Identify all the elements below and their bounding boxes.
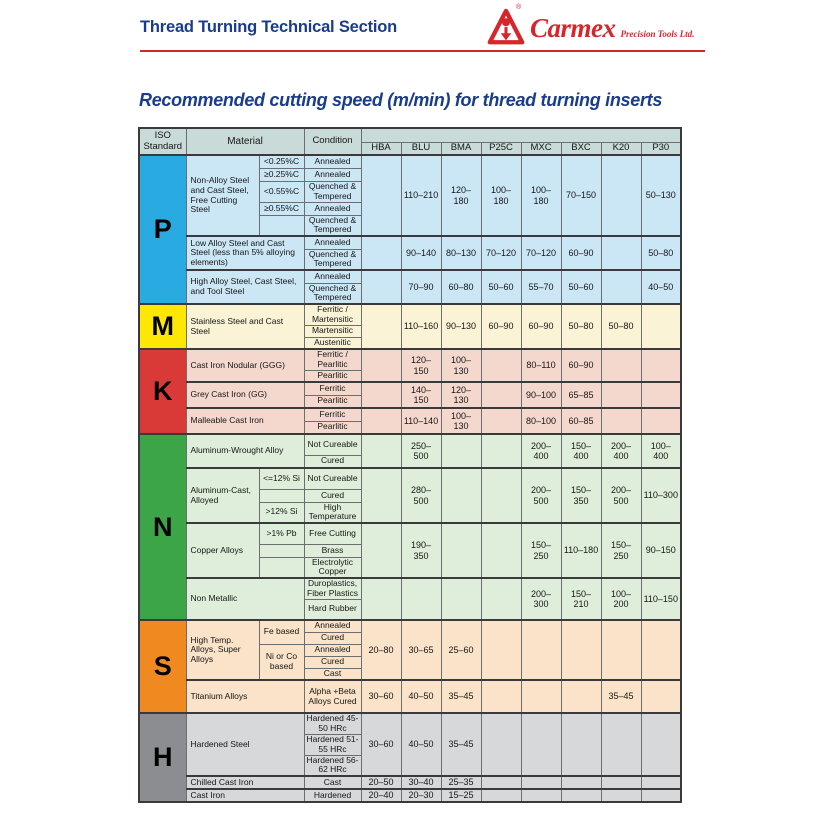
value-bxc: 110–180 bbox=[561, 523, 601, 578]
cond-cell: Annealed bbox=[304, 168, 361, 181]
value-k20: 200–400 bbox=[601, 434, 641, 468]
value-mxc: 80–110 bbox=[521, 349, 561, 382]
value-bma bbox=[441, 434, 481, 468]
value-mxc: 200–500 bbox=[521, 468, 561, 523]
cond-cell: Martensitic bbox=[304, 325, 361, 337]
registered-mark: ® bbox=[516, 4, 522, 11]
cond-cell: Ferritic / Martensitic bbox=[304, 304, 361, 325]
sub-cell: <=12% Si bbox=[259, 468, 304, 489]
mat-cell: Grey Cast Iron (GG) bbox=[186, 382, 304, 408]
mat-cell: Chilled Cast Iron bbox=[186, 776, 304, 789]
sub-cell: >1% Pb bbox=[259, 523, 304, 544]
value-p25c bbox=[481, 680, 521, 713]
value-p30 bbox=[641, 349, 681, 382]
value-p25c bbox=[481, 382, 521, 408]
iso-letter-s: S bbox=[139, 620, 186, 713]
value-hba bbox=[361, 270, 401, 304]
value-hba: 20–80 bbox=[361, 620, 401, 680]
value-p25c: 50–60 bbox=[481, 270, 521, 304]
cond-cell: Annealed bbox=[304, 202, 361, 215]
value-bxc: 60–85 bbox=[561, 408, 601, 434]
cutting-speed-table-wrap bbox=[138, 127, 682, 803]
cond-cell: Brass bbox=[304, 544, 361, 557]
mat-cell: Low Alloy Steel and Cast Steel (less than 5% alloying elements) bbox=[186, 236, 304, 270]
cond-cell: Cured bbox=[304, 632, 361, 644]
value-p30 bbox=[641, 680, 681, 713]
cond-cell: Not Cureable bbox=[304, 434, 361, 455]
value-bxc: 70–150 bbox=[561, 155, 601, 236]
cond-cell: Free Cutting bbox=[304, 523, 361, 544]
value-p25c bbox=[481, 578, 521, 620]
carmex-logo bbox=[486, 8, 694, 48]
value-k20 bbox=[601, 155, 641, 236]
value-blu: 250–500 bbox=[401, 434, 441, 468]
value-mxc bbox=[521, 620, 561, 680]
value-blu: 70–90 bbox=[401, 270, 441, 304]
mat-cell: Non Metallic bbox=[186, 578, 304, 620]
cond-cell: Ferritic / Pearlitic bbox=[304, 349, 361, 370]
value-k20 bbox=[601, 789, 641, 802]
sub-cell: ≥0.25%C bbox=[259, 168, 304, 181]
sub-cell bbox=[259, 557, 304, 578]
value-p25c bbox=[481, 713, 521, 776]
sub-cell: Fe based bbox=[259, 620, 304, 644]
value-mxc bbox=[521, 713, 561, 776]
value-mxc: 150–250 bbox=[521, 523, 561, 578]
iso-letter-m: M bbox=[139, 304, 186, 349]
value-p30: 40–50 bbox=[641, 270, 681, 304]
cond-cell: Cast bbox=[304, 776, 361, 789]
value-mxc: 60–90 bbox=[521, 304, 561, 349]
value-blu: 110–210 bbox=[401, 155, 441, 236]
value-bma: 60–80 bbox=[441, 270, 481, 304]
value-bma: 100–130 bbox=[441, 349, 481, 382]
col-header-bma: BMA bbox=[441, 142, 481, 155]
value-k20: 100–200 bbox=[601, 578, 641, 620]
mat-cell: Malleable Cast Iron bbox=[186, 408, 304, 434]
value-bxc: 50–60 bbox=[561, 270, 601, 304]
value-p30: 110–150 bbox=[641, 578, 681, 620]
value-bma: 120–130 bbox=[441, 382, 481, 408]
value-mxc: 100–180 bbox=[521, 155, 561, 236]
value-blu: 20–30 bbox=[401, 789, 441, 802]
value-hba bbox=[361, 155, 401, 236]
value-bma: 120–180 bbox=[441, 155, 481, 236]
value-p30: 110–300 bbox=[641, 468, 681, 523]
value-hba bbox=[361, 523, 401, 578]
col-header-k20: K20 bbox=[601, 142, 641, 155]
cond-cell: High Temperature bbox=[304, 502, 361, 523]
value-blu: 140–150 bbox=[401, 382, 441, 408]
value-mxc: 90–100 bbox=[521, 382, 561, 408]
value-blu bbox=[401, 578, 441, 620]
value-bma bbox=[441, 468, 481, 523]
cond-cell: Annealed bbox=[304, 155, 361, 168]
value-bma: 25–35 bbox=[441, 776, 481, 789]
cond-cell: Not Cureable bbox=[304, 468, 361, 489]
value-k20: 50–80 bbox=[601, 304, 641, 349]
value-p25c bbox=[481, 434, 521, 468]
cond-cell: Electrolytic Copper bbox=[304, 557, 361, 578]
carmex-emblem-icon bbox=[486, 8, 526, 48]
sub-cell: >12% Si bbox=[259, 502, 304, 523]
sub-cell bbox=[259, 489, 304, 502]
value-bxc bbox=[561, 713, 601, 776]
cond-cell: Pearlitic bbox=[304, 370, 361, 382]
value-mxc: 70–120 bbox=[521, 236, 561, 270]
mat-cell: Titanium Alloys bbox=[186, 680, 304, 713]
value-bxc: 60–90 bbox=[561, 236, 601, 270]
cond-cell: Ferritic bbox=[304, 382, 361, 395]
value-hba bbox=[361, 382, 401, 408]
cond-cell: Quenched & Tempered bbox=[304, 181, 361, 202]
value-k20 bbox=[601, 620, 641, 680]
mat-cell: Cast Iron bbox=[186, 789, 304, 802]
mat-cell: Cast Iron Nodular (GGG) bbox=[186, 349, 304, 382]
value-k20 bbox=[601, 776, 641, 789]
grade-band bbox=[361, 128, 681, 142]
cond-cell: Annealed bbox=[304, 644, 361, 656]
value-hba: 20–40 bbox=[361, 789, 401, 802]
value-mxc: 200–400 bbox=[521, 434, 561, 468]
value-p25c bbox=[481, 408, 521, 434]
sub-cell: <0.55%C bbox=[259, 181, 304, 202]
value-hba bbox=[361, 304, 401, 349]
value-blu: 40–50 bbox=[401, 713, 441, 776]
cond-cell: Hardened 45-50 HRc bbox=[304, 713, 361, 734]
mat-cell: Aluminum-Wrought Alloy bbox=[186, 434, 304, 468]
value-mxc bbox=[521, 789, 561, 802]
sub-cell bbox=[259, 215, 304, 236]
value-bma: 100–130 bbox=[441, 408, 481, 434]
cond-cell: Cured bbox=[304, 489, 361, 502]
value-p25c bbox=[481, 349, 521, 382]
col-header-p25c: P25C bbox=[481, 142, 521, 155]
value-p30 bbox=[641, 382, 681, 408]
cond-cell: Hardened 51-55 HRc bbox=[304, 734, 361, 755]
brand-name: Carmex bbox=[530, 12, 616, 43]
header-divider bbox=[140, 50, 705, 52]
value-k20 bbox=[601, 408, 641, 434]
value-bxc: 50–80 bbox=[561, 304, 601, 349]
mat-cell: Non-Alloy Steel and Cast Steel, Free Cutting Steel bbox=[186, 155, 259, 236]
value-blu: 280–500 bbox=[401, 468, 441, 523]
iso-letter-n: N bbox=[139, 434, 186, 620]
value-p25c: 100–180 bbox=[481, 155, 521, 236]
value-p25c bbox=[481, 620, 521, 680]
value-mxc: 200–300 bbox=[521, 578, 561, 620]
value-k20: 150–250 bbox=[601, 523, 641, 578]
value-k20: 35–45 bbox=[601, 680, 641, 713]
document-header-title: Thread Turning Technical Section bbox=[140, 18, 398, 36]
value-k20 bbox=[601, 236, 641, 270]
value-hba: 20–50 bbox=[361, 776, 401, 789]
value-bma: 15–25 bbox=[441, 789, 481, 802]
value-bxc bbox=[561, 789, 601, 802]
col-header-bxc: BXC bbox=[561, 142, 601, 155]
value-blu: 110–140 bbox=[401, 408, 441, 434]
col-header-condition: Condition bbox=[304, 128, 361, 155]
cond-cell: Hardened 56-62 HRc bbox=[304, 755, 361, 776]
cond-cell: Quenched & Tempered bbox=[304, 283, 361, 304]
page-title: Recommended cutting speed (m/min) for thread turning inserts bbox=[139, 90, 663, 110]
value-hba bbox=[361, 236, 401, 270]
cond-cell: Austenitic bbox=[304, 337, 361, 349]
sub-cell: ≥0.55%C bbox=[259, 202, 304, 215]
col-header-blu: BLU bbox=[401, 142, 441, 155]
value-hba bbox=[361, 349, 401, 382]
value-blu: 40–50 bbox=[401, 680, 441, 713]
value-k20 bbox=[601, 349, 641, 382]
value-k20 bbox=[601, 270, 641, 304]
cond-cell: Cured bbox=[304, 455, 361, 468]
mat-cell: High Temp. Alloys, Super Alloys bbox=[186, 620, 259, 680]
cond-cell: Annealed bbox=[304, 236, 361, 249]
value-k20 bbox=[601, 382, 641, 408]
value-bma: 35–45 bbox=[441, 680, 481, 713]
value-hba bbox=[361, 408, 401, 434]
value-bma bbox=[441, 523, 481, 578]
value-p25c: 70–120 bbox=[481, 236, 521, 270]
value-hba: 30–60 bbox=[361, 713, 401, 776]
value-bxc bbox=[561, 776, 601, 789]
value-p30: 100–400 bbox=[641, 434, 681, 468]
mat-cell: Hardened Steel bbox=[186, 713, 304, 776]
value-p30: 90–150 bbox=[641, 523, 681, 578]
iso-letter-p: P bbox=[139, 155, 186, 304]
value-mxc: 80–100 bbox=[521, 408, 561, 434]
col-header-hba: HBA bbox=[361, 142, 401, 155]
value-bxc: 60–90 bbox=[561, 349, 601, 382]
value-p30 bbox=[641, 713, 681, 776]
mat-cell: Copper Alloys bbox=[186, 523, 259, 578]
cond-cell: Ferritic bbox=[304, 408, 361, 421]
cond-cell: Duroplastics, Fiber Plastics bbox=[304, 578, 361, 599]
value-bxc: 150–350 bbox=[561, 468, 601, 523]
value-bxc bbox=[561, 620, 601, 680]
value-p25c: 60–90 bbox=[481, 304, 521, 349]
value-bxc: 65–85 bbox=[561, 382, 601, 408]
value-p30 bbox=[641, 304, 681, 349]
value-bma: 80–130 bbox=[441, 236, 481, 270]
value-mxc bbox=[521, 680, 561, 713]
value-p30 bbox=[641, 776, 681, 789]
value-blu: 110–160 bbox=[401, 304, 441, 349]
cond-cell: Annealed bbox=[304, 620, 361, 632]
value-hba bbox=[361, 468, 401, 523]
value-blu: 190–350 bbox=[401, 523, 441, 578]
iso-letter-k: K bbox=[139, 349, 186, 434]
value-hba: 30–60 bbox=[361, 680, 401, 713]
value-p25c bbox=[481, 776, 521, 789]
value-bxc bbox=[561, 680, 601, 713]
value-bma: 25–60 bbox=[441, 620, 481, 680]
value-blu: 30–40 bbox=[401, 776, 441, 789]
value-p30: 50–80 bbox=[641, 236, 681, 270]
cond-cell: Cured bbox=[304, 656, 361, 668]
col-header-mxc: MXC bbox=[521, 142, 561, 155]
cond-cell: Hard Rubber bbox=[304, 599, 361, 620]
sub-cell: Ni or Co based bbox=[259, 644, 304, 680]
mat-cell: Stainless Steel and Cast Steel bbox=[186, 304, 304, 349]
cond-cell: Pearlitic bbox=[304, 421, 361, 434]
value-blu: 30–65 bbox=[401, 620, 441, 680]
value-p25c bbox=[481, 468, 521, 523]
value-p30: 50–130 bbox=[641, 155, 681, 236]
cond-cell: Quenched & Tempered bbox=[304, 249, 361, 270]
cond-cell: Quenched & Tempered bbox=[304, 215, 361, 236]
value-p25c bbox=[481, 523, 521, 578]
cond-cell: Pearlitic bbox=[304, 395, 361, 408]
value-mxc: 55–70 bbox=[521, 270, 561, 304]
cond-cell: Cast bbox=[304, 668, 361, 680]
col-header-iso: ISO Standard bbox=[139, 128, 186, 155]
value-blu: 90–140 bbox=[401, 236, 441, 270]
value-bma: 35–45 bbox=[441, 713, 481, 776]
cond-cell: Annealed bbox=[304, 270, 361, 283]
value-k20 bbox=[601, 713, 641, 776]
value-p30 bbox=[641, 408, 681, 434]
brand-suffix: Precision Tools Ltd. bbox=[620, 29, 695, 39]
iso-letter-h: H bbox=[139, 713, 186, 802]
col-header-p30: P30 bbox=[641, 142, 681, 155]
value-hba bbox=[361, 578, 401, 620]
mat-cell: High Alloy Steel, Cast Steel, and Tool Steel bbox=[186, 270, 304, 304]
value-hba bbox=[361, 434, 401, 468]
cond-cell: Alpha +Beta Alloys Cured bbox=[304, 680, 361, 713]
value-p25c bbox=[481, 789, 521, 802]
col-header-material: Material bbox=[186, 128, 304, 155]
cutting-speed-table bbox=[138, 127, 682, 803]
value-p30 bbox=[641, 620, 681, 680]
sub-cell: <0.25%C bbox=[259, 155, 304, 168]
value-bma: 90–130 bbox=[441, 304, 481, 349]
value-bma bbox=[441, 578, 481, 620]
mat-cell: Aluminum-Cast, Alloyed bbox=[186, 468, 259, 523]
value-blu: 120–150 bbox=[401, 349, 441, 382]
value-bxc: 150–400 bbox=[561, 434, 601, 468]
value-mxc bbox=[521, 776, 561, 789]
value-p30 bbox=[641, 789, 681, 802]
value-bxc: 150–210 bbox=[561, 578, 601, 620]
sub-cell bbox=[259, 544, 304, 557]
cond-cell: Hardened bbox=[304, 789, 361, 802]
value-k20: 200–500 bbox=[601, 468, 641, 523]
